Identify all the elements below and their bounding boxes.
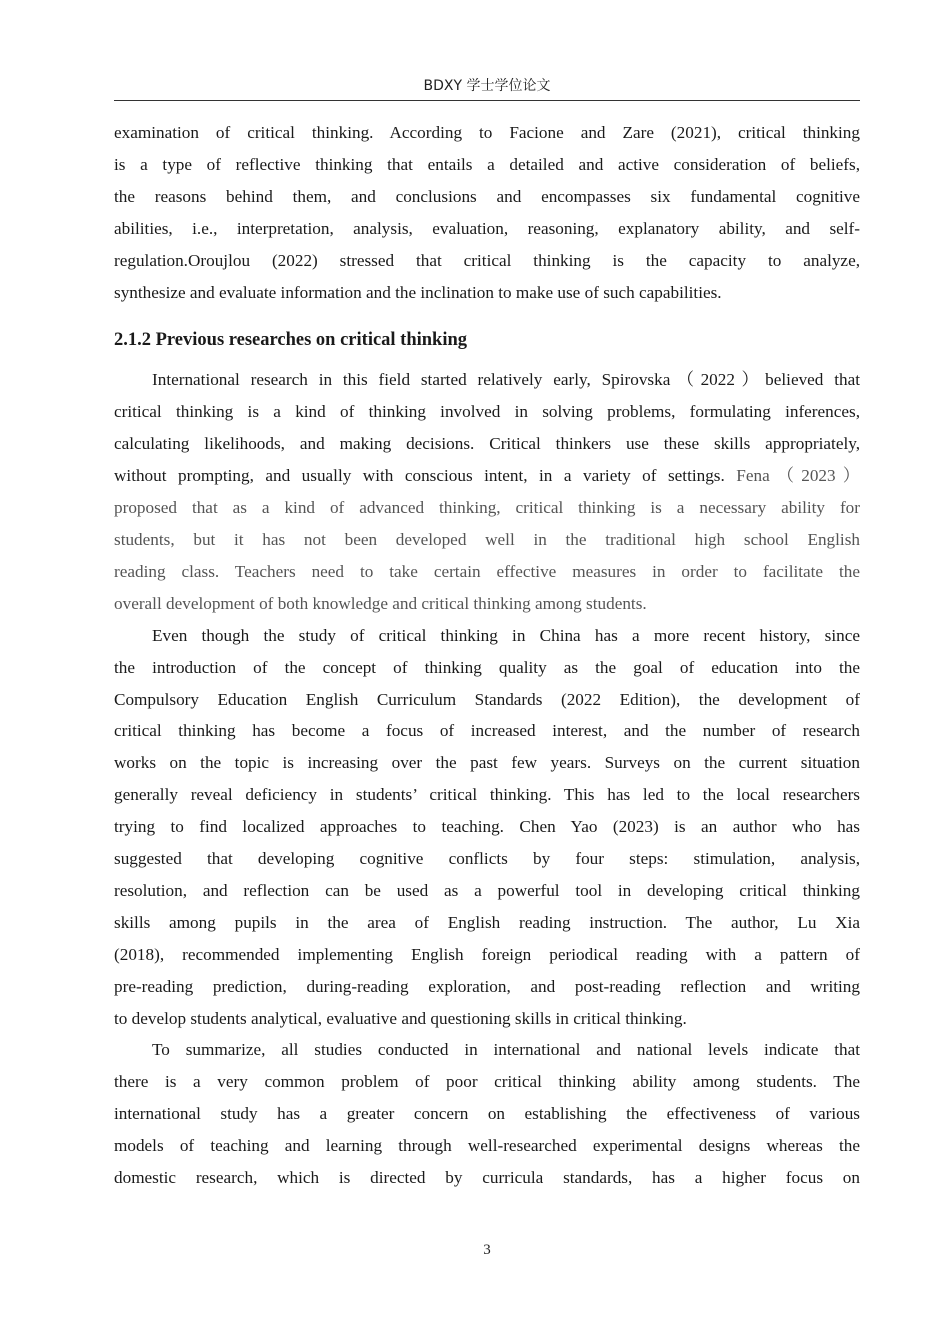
- text-line: reading class. Teachers need to take certain effective measures in order to facilitate the: [114, 561, 860, 581]
- text-line: the introduction of the concept of thinking quality as the goal of education into the: [114, 657, 860, 677]
- text-segment: without prompting, and usually with conscious intent, in a variety of settings.: [114, 466, 737, 486]
- text-line: to develop students analytical, evaluative and questioning skills in critical thinking.: [114, 1008, 687, 1028]
- text-line: regulation.Oroujlou (2022) stressed that critical thinking is the capacity to analyze,: [114, 250, 860, 270]
- paragraph-intro: [114, 117, 860, 308]
- text-line: suggested that developing cognitive conflicts by four steps: stimulation, analysis,: [114, 849, 860, 869]
- text-line: [114, 460, 860, 492]
- document-body: [114, 117, 860, 1194]
- text-line: is a type of reflective thinking that entails a detailed and active consideration of beliefs,: [114, 154, 860, 174]
- text-line: synthesize and evaluate information and the inclination to make use of such capabilities.: [114, 282, 722, 302]
- text-line: there is a very common problem of poor critical thinking ability among students. The: [114, 1072, 860, 1092]
- text-line: resolution, and reflection can be used as a powerful tool in developing critical thinking: [114, 880, 860, 900]
- text-line: models of teaching and learning through well-researched experimental designs whereas the: [114, 1136, 860, 1156]
- header-divider: [114, 100, 860, 101]
- text-line: examination of critical thinking. According to Facione and Zare (2021), critical thinking: [114, 123, 860, 142]
- text-line: generally reveal deficiency in students’ critical thinking. This has led to the local researchers: [114, 785, 860, 805]
- text-line: critical thinking is a kind of thinking involved in solving problems, formulating inferences,: [114, 402, 860, 422]
- text-line: skills among pupils in the area of English reading instruction. The author, Lu Xia: [114, 912, 860, 932]
- text-line: critical thinking has become a focus of increased interest, and the number of research: [114, 721, 860, 741]
- page-number: 3: [483, 1242, 491, 1258]
- text-line: the reasons behind them, and conclusions and encompasses six fundamental cognitive: [114, 186, 860, 206]
- page-header: BDXY 学士学位论文: [423, 78, 551, 94]
- text-line: (2018), recommended implementing English foreign periodical reading with a pattern of: [114, 944, 860, 964]
- text-line: trying to find localized approaches to teaching. Chen Yao (2023) is an author who has: [114, 817, 860, 837]
- text-line: Compulsory Education English Curriculum Standards (2022 Edition), the development of: [114, 689, 860, 709]
- text-line: works on the topic is increasing over the past few years. Surveys on the current situation: [114, 753, 860, 773]
- paragraph-china: [114, 620, 860, 1035]
- section-heading: 2.1.2 Previous researches on critical thinking: [114, 330, 468, 351]
- text-line: students, but it has not been developed well in the traditional high school English: [114, 529, 860, 549]
- text-line: calculating likelihoods, and making decisions. Critical thinkers use these skills appropriately,: [114, 434, 860, 454]
- paragraph-summary: [114, 1034, 860, 1194]
- text-line: domestic research, which is directed by curricula standards, has a higher focus on: [114, 1168, 860, 1188]
- citation-fena: Fena（2023）: [736, 466, 860, 486]
- text-line: Even though the study of critical thinking in China has a more recent history, since: [152, 625, 860, 645]
- text-line: international study has a greater concern on establishing the effectiveness of various: [114, 1104, 860, 1124]
- paragraph-international: [114, 364, 860, 619]
- text-line: To summarize, all studies conducted in international and national levels indicate that: [152, 1040, 860, 1060]
- text-line: overall development of both knowledge and critical thinking among students.: [114, 593, 647, 613]
- text-line: pre-reading prediction, during-reading exploration, and post-reading reflection and writing: [114, 976, 860, 996]
- text-line: International research in this field started relatively early, Spirovska（2022）believed that: [152, 370, 860, 390]
- text-line: proposed that as a kind of advanced thinking, critical thinking is a necessary ability for: [114, 498, 860, 518]
- text-line: abilities, i.e., interpretation, analysis, evaluation, reasoning, explanatory ability, and self-: [114, 218, 860, 238]
